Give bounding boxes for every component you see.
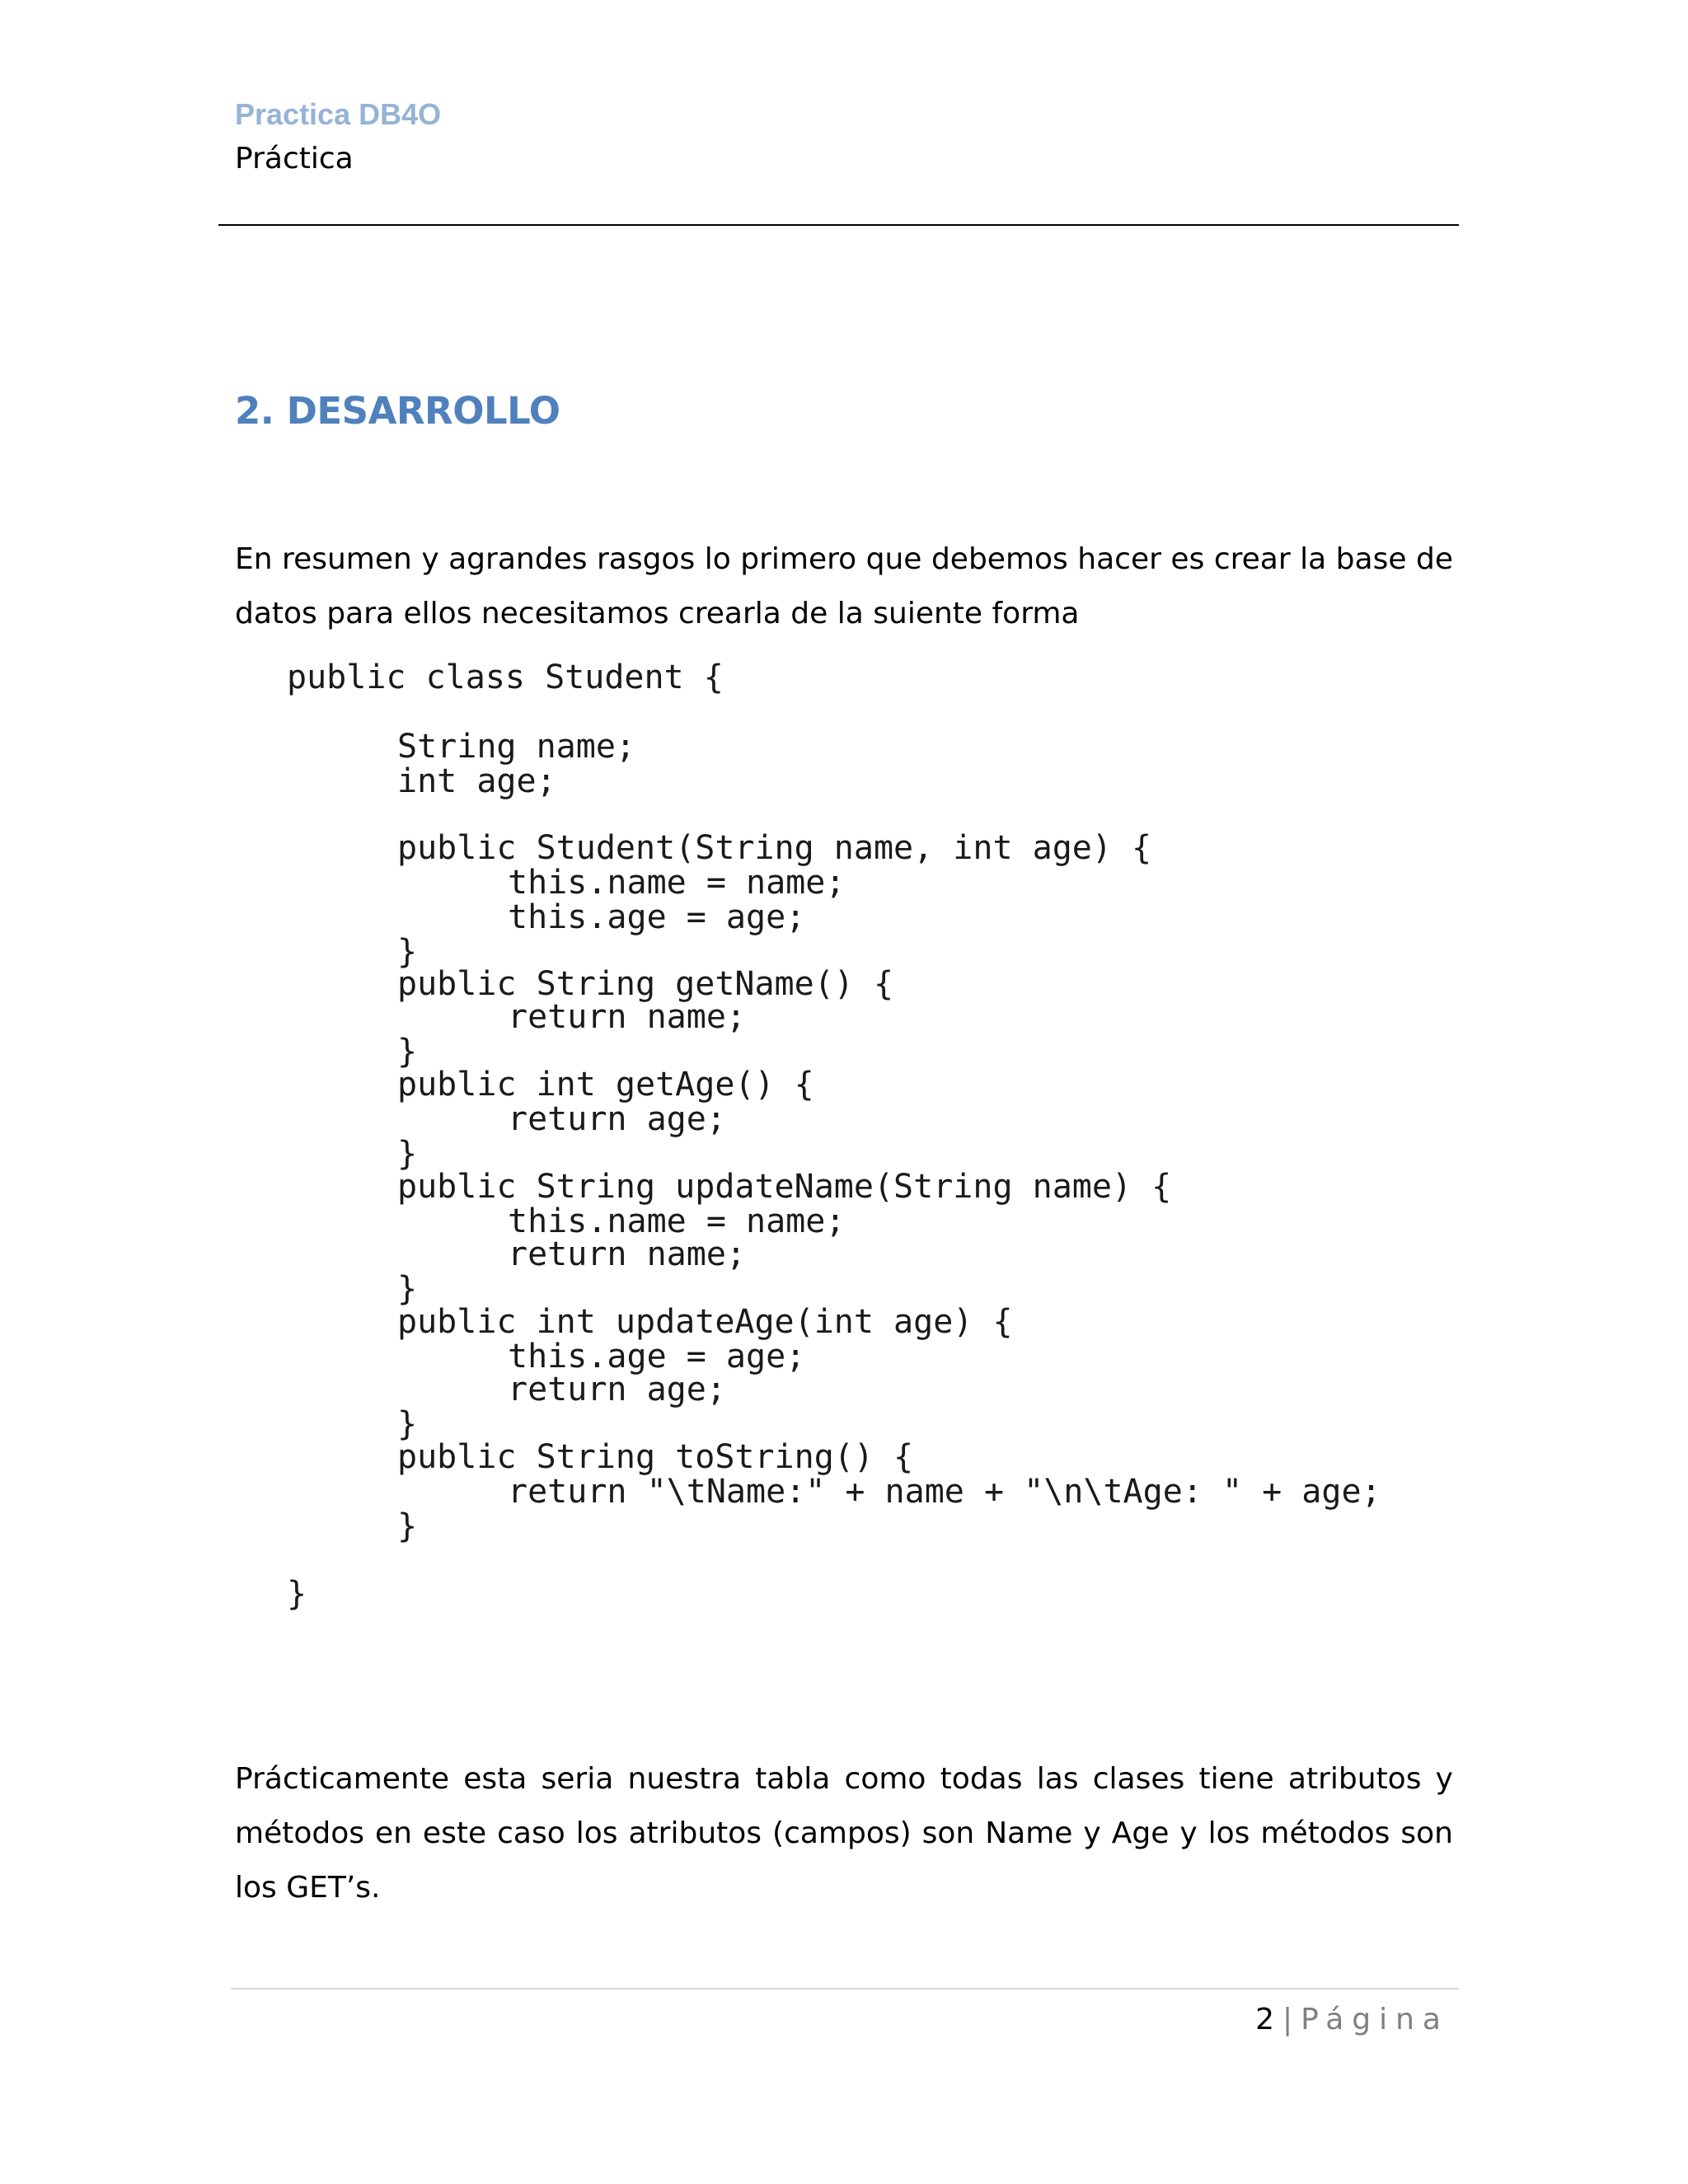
code-line: this.name = name; xyxy=(508,864,846,902)
code-line: return name; xyxy=(508,1235,746,1273)
header-title: Practica DB4O xyxy=(235,97,442,131)
code-line: public class Student { xyxy=(287,658,724,696)
page-number xyxy=(1255,2003,1449,2036)
footer-rule xyxy=(231,1988,1459,1990)
code-line: this.name = name; xyxy=(508,1202,846,1240)
code-line: String name; xyxy=(397,728,635,766)
code-line: int age; xyxy=(397,762,556,800)
code-line: } xyxy=(397,1507,418,1545)
summary-paragraph: Prácticamente esta seria nuestra tabla como todas las clases tiene atributos y métodos en este caso los atributos (campos) son Name y Age y los métodos son los GET’s. xyxy=(235,1762,1453,1905)
code-line: } xyxy=(287,1575,307,1613)
code-line: this.age = age; xyxy=(508,898,806,936)
code-line: public Student(String name, int age) { xyxy=(397,829,1152,867)
intro-paragraph: En resumen y agrandes rasgos lo primero que debemos hacer es crear la base de datos para ellos necesitamos crearla de la suiente forma xyxy=(235,542,1453,630)
code-line: public String getName() { xyxy=(397,965,894,1003)
section-heading: 2. DESARROLLO xyxy=(235,389,560,433)
code-line: public String updateName(String name) { xyxy=(397,1168,1172,1206)
header-rule xyxy=(218,224,1459,226)
code-line: } xyxy=(397,1135,418,1173)
code-line: } xyxy=(397,1405,418,1443)
code-line: } xyxy=(397,933,418,971)
code-line: this.age = age; xyxy=(508,1338,806,1376)
page-label: Página xyxy=(1301,2003,1449,2036)
page-number-value: 2 xyxy=(1255,2003,1274,2036)
header-subtitle: Práctica xyxy=(235,142,354,176)
code-line: return age; xyxy=(508,1100,726,1138)
page-separator: | xyxy=(1282,2003,1293,2036)
code-line: return name; xyxy=(508,998,746,1036)
code-line: public int updateAge(int age) { xyxy=(397,1303,1013,1341)
code-line: } xyxy=(397,1270,418,1308)
code-line: public int getAge() { xyxy=(397,1066,814,1104)
code-line: public String toString() { xyxy=(397,1438,914,1476)
code-line: return age; xyxy=(508,1371,726,1408)
code-line: } xyxy=(397,1033,418,1071)
code-block xyxy=(287,658,1437,1630)
code-line: return "\tName:" + name + "\n\tAge: " + age; xyxy=(508,1473,1381,1511)
